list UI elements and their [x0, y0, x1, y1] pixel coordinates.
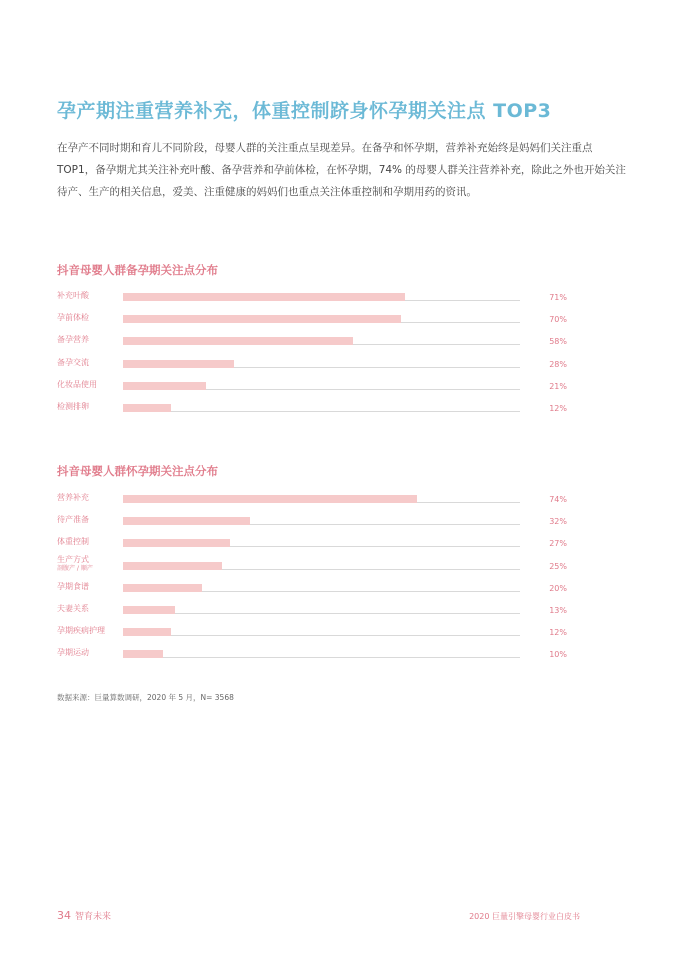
- bar-row: [57, 493, 577, 509]
- category-label: [57, 555, 127, 572]
- category-label-main: 生产方式: [57, 554, 89, 564]
- category-label: 孕期运动: [57, 648, 89, 658]
- bar: [123, 315, 401, 323]
- intro-paragraph: 在孕产不同时期和育儿不同阶段，母婴人群的关注重点呈现差异。在备孕和怀孕期，营养补充始终是妈妈们关注重点 TOP1，备孕期尤其关注补充叶酸、备孕营养和孕前体检，在怀孕期，74% 的母婴人群关注营养补充，除此之外也开始关注待产、生产的相关信息，爱美、注重健康的妈妈们也重点关注体重控制和孕期用药的资讯。: [57, 142, 626, 198]
- bar-row: [57, 515, 577, 531]
- category-label: 孕期食谱: [57, 581, 89, 591]
- bar-track: [123, 657, 520, 658]
- bar-row: [57, 358, 577, 374]
- chart-title-prepregnancy: 抖音母婴人群备孕期关注点分布: [57, 263, 218, 277]
- value-label: 20%: [549, 583, 567, 593]
- bar: [123, 517, 250, 525]
- bar-row: [57, 626, 577, 642]
- bar: [123, 562, 222, 570]
- bar: [123, 539, 230, 547]
- category-label: 体重控制: [57, 537, 89, 547]
- value-label: 28%: [549, 359, 567, 369]
- bar-row: [57, 380, 577, 396]
- bar: [123, 293, 405, 301]
- chart-title-pregnancy: 抖音母婴人群怀孕期关注点分布: [57, 464, 218, 478]
- category-label: 补充叶酸: [57, 291, 89, 300]
- value-label: 12%: [549, 628, 567, 638]
- category-label: 孕期疾病护理: [57, 626, 105, 636]
- page-title: 孕产期注重营养补充，体重控制跻身怀孕期关注点 TOP3: [57, 100, 552, 122]
- bar-track: [123, 411, 520, 412]
- category-label: 化妆品使用: [57, 379, 97, 389]
- value-label: 27%: [549, 539, 567, 549]
- value-label: 12%: [549, 404, 567, 413]
- bar: [123, 382, 206, 390]
- bar-row: [57, 582, 577, 598]
- bar-row: [57, 537, 577, 553]
- bar: [123, 495, 417, 503]
- bar-track: [123, 613, 520, 614]
- bar: [123, 628, 171, 636]
- bar: [123, 360, 234, 368]
- footer-left: [57, 909, 111, 922]
- page-number: 34: [57, 909, 71, 922]
- category-label: 备孕营养: [57, 335, 89, 345]
- value-label: 74%: [549, 495, 567, 504]
- value-label: 13%: [549, 606, 567, 615]
- section-name: 智育未来: [75, 912, 112, 922]
- category-label: 检测排卵: [57, 402, 89, 411]
- value-label: 71%: [549, 293, 567, 302]
- category-label: 营养补充: [57, 493, 89, 502]
- bar-row: [57, 554, 577, 576]
- value-label: 32%: [549, 517, 567, 527]
- bar-row: [57, 648, 577, 664]
- bar-row: [57, 604, 577, 620]
- category-label: 夫妻关系: [57, 604, 89, 613]
- category-label: 孕前体检: [57, 313, 89, 323]
- value-label: 21%: [549, 381, 567, 391]
- bar-row: [57, 313, 577, 329]
- footer-report-title: 2020 巨量引擎母婴行业白皮书: [469, 912, 580, 921]
- value-label: 58%: [549, 337, 567, 347]
- bar: [123, 606, 175, 614]
- bar: [123, 337, 353, 345]
- data-source-note: 数据来源：巨量算数调研，2020 年 5 月，N= 3568: [57, 693, 234, 702]
- bar-track: [123, 635, 520, 636]
- category-sublabel: 剖腹产 / 顺产: [57, 564, 93, 572]
- value-label: 25%: [549, 561, 567, 571]
- bar: [123, 584, 202, 592]
- bar-row: [57, 291, 577, 307]
- category-label: 备孕交流: [57, 357, 89, 367]
- bar-row: [57, 335, 577, 351]
- value-label: 10%: [549, 650, 567, 660]
- bar-row: [57, 402, 577, 418]
- bar: [123, 404, 171, 412]
- value-label: 70%: [549, 315, 567, 325]
- bar: [123, 650, 163, 658]
- category-label: 待产准备: [57, 515, 89, 525]
